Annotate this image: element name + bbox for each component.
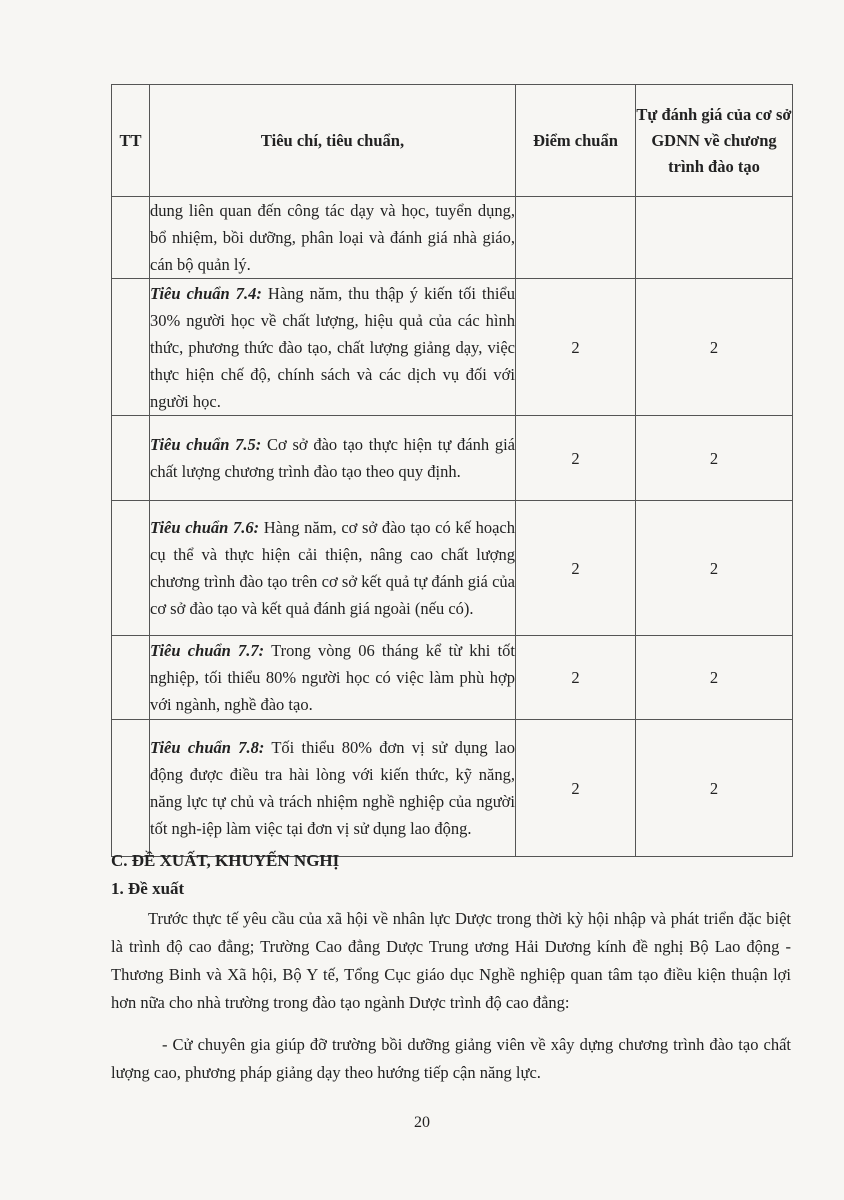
table-row: [112, 636, 793, 720]
tt-cell: [112, 501, 150, 636]
self-score-cell: 2: [636, 416, 793, 501]
table-row: [112, 720, 793, 857]
table-header-row: [112, 85, 793, 197]
self-score-cell: 2: [636, 636, 793, 720]
standard-score-cell: 2: [516, 636, 636, 720]
criteria-cell: [150, 501, 516, 636]
criteria-text: Hàng năm, thu thập ý kiến tối thiểu 30% người học về chất lượng, hiệu quả của các hình thức, phương thức đào tạo, chất lượng giảng dạy, việc thực hiện chế độ, chính sách và các dịch vụ đối với người học.: [150, 283, 515, 411]
standard-score-cell: 2: [516, 279, 636, 416]
header-standard-score: Điểm chuẩn: [516, 85, 636, 197]
criteria-cell: [150, 197, 516, 279]
criteria-text: Trong vòng 06 tháng kể từ khi tốt nghiệp, tối thiểu 80% người học có việc làm phù hợp với ngành, nghề đào tạo.: [150, 641, 515, 714]
table-row: [112, 501, 793, 636]
standard-label: Tiêu chuẩn 7.5:: [150, 435, 262, 454]
proposal-bullet: - Cử chuyên gia giúp đỡ trường bồi dưỡng giảng viên về xây dựng chương trình đào tạo chất lượng cao, phương pháp giảng dạy theo hướng tiếp cận năng lực.: [111, 1035, 791, 1082]
criteria-cell: [150, 720, 516, 857]
criteria-text: Hàng năm, cơ sở đào tạo có kế hoạch cụ thể và thực hiện cải thiện, nâng cao chất lượng chương trình đào tạo trên cơ sở kết quả tự đánh giá của cơ sở đào tạo và kết quả đánh giá ngoài (nếu có).: [150, 518, 515, 618]
page-number: 20: [414, 1114, 430, 1131]
standard-score-cell: [516, 197, 636, 279]
table-row: [112, 416, 793, 501]
tt-cell: [112, 720, 150, 857]
standard-label: Tiêu chuẩn 7.7:: [150, 641, 265, 660]
header-tt: TT: [112, 85, 150, 197]
proposal-paragraph: Trước thực tế yêu cầu của xã hội về nhân lực Dược trong thời kỳ hội nhập và phát triển đặc biệt là trình độ cao đẳng; Trường Cao đẳng Dược Trung ương Hải Dương kính đề nghị Bộ Lao động - Thương Binh và Xã hội, Bộ Y tế, Tổng Cục giáo dục Nghề nghiệp quan tâm tạo điều kiện thuận lợi hơn nữa cho nhà trường trong đào tạo ngành Dược trình độ cao đẳng:: [111, 909, 791, 1012]
standard-score-cell: 2: [516, 720, 636, 857]
tt-cell: [112, 636, 150, 720]
header-self-assessment: Tự đánh giá của cơ sở GDNN về chương trình đào tạo: [636, 85, 793, 197]
criteria-table: [111, 84, 793, 857]
self-score-cell: 2: [636, 279, 793, 416]
standard-score-cell: 2: [516, 501, 636, 636]
tt-cell: [112, 279, 150, 416]
standard-label: Tiêu chuẩn 7.4:: [150, 283, 262, 303]
standard-label: Tiêu chuẩn 7.8:: [150, 738, 265, 757]
criteria-text: Cơ sở đào tạo thực hiện tự đánh giá chất lượng chương trình đào tạo theo quy định.: [150, 435, 515, 481]
header-criteria: Tiêu chí, tiêu chuẩn,: [150, 85, 516, 197]
self-score-cell: 2: [636, 501, 793, 636]
standard-label: Tiêu chuẩn 7.6:: [150, 518, 260, 537]
self-score-cell: [636, 197, 793, 279]
table-row: [112, 279, 793, 416]
standard-score-cell: 2: [516, 416, 636, 501]
self-score-cell: 2: [636, 720, 793, 857]
criteria-cell: [150, 279, 516, 416]
criteria-text: dung liên quan đến công tác dạy và học, tuyển dụng, bổ nhiệm, bồi dưỡng, phân loại và đánh giá nhà giáo, cán bộ quản lý.: [150, 201, 515, 274]
tt-cell: [112, 197, 150, 279]
table-row: [112, 197, 793, 279]
criteria-cell: [150, 636, 516, 720]
criteria-text: Tối thiểu 80% đơn vị sử dụng lao động được điều tra hài lòng với kiến thức, kỹ năng, năng lực tự chủ và trách nhiệm nghề nghiệp của người tốt ngh-iệp làm việc tại đơn vị sử dụng lao động.: [150, 738, 516, 838]
criteria-cell: [150, 416, 516, 501]
tt-cell: [112, 416, 150, 501]
subsection-heading: 1. Đề xuất: [111, 879, 185, 898]
section-heading: C. ĐỀ XUẤT, KHUYẾN NGHỊ: [111, 851, 340, 870]
